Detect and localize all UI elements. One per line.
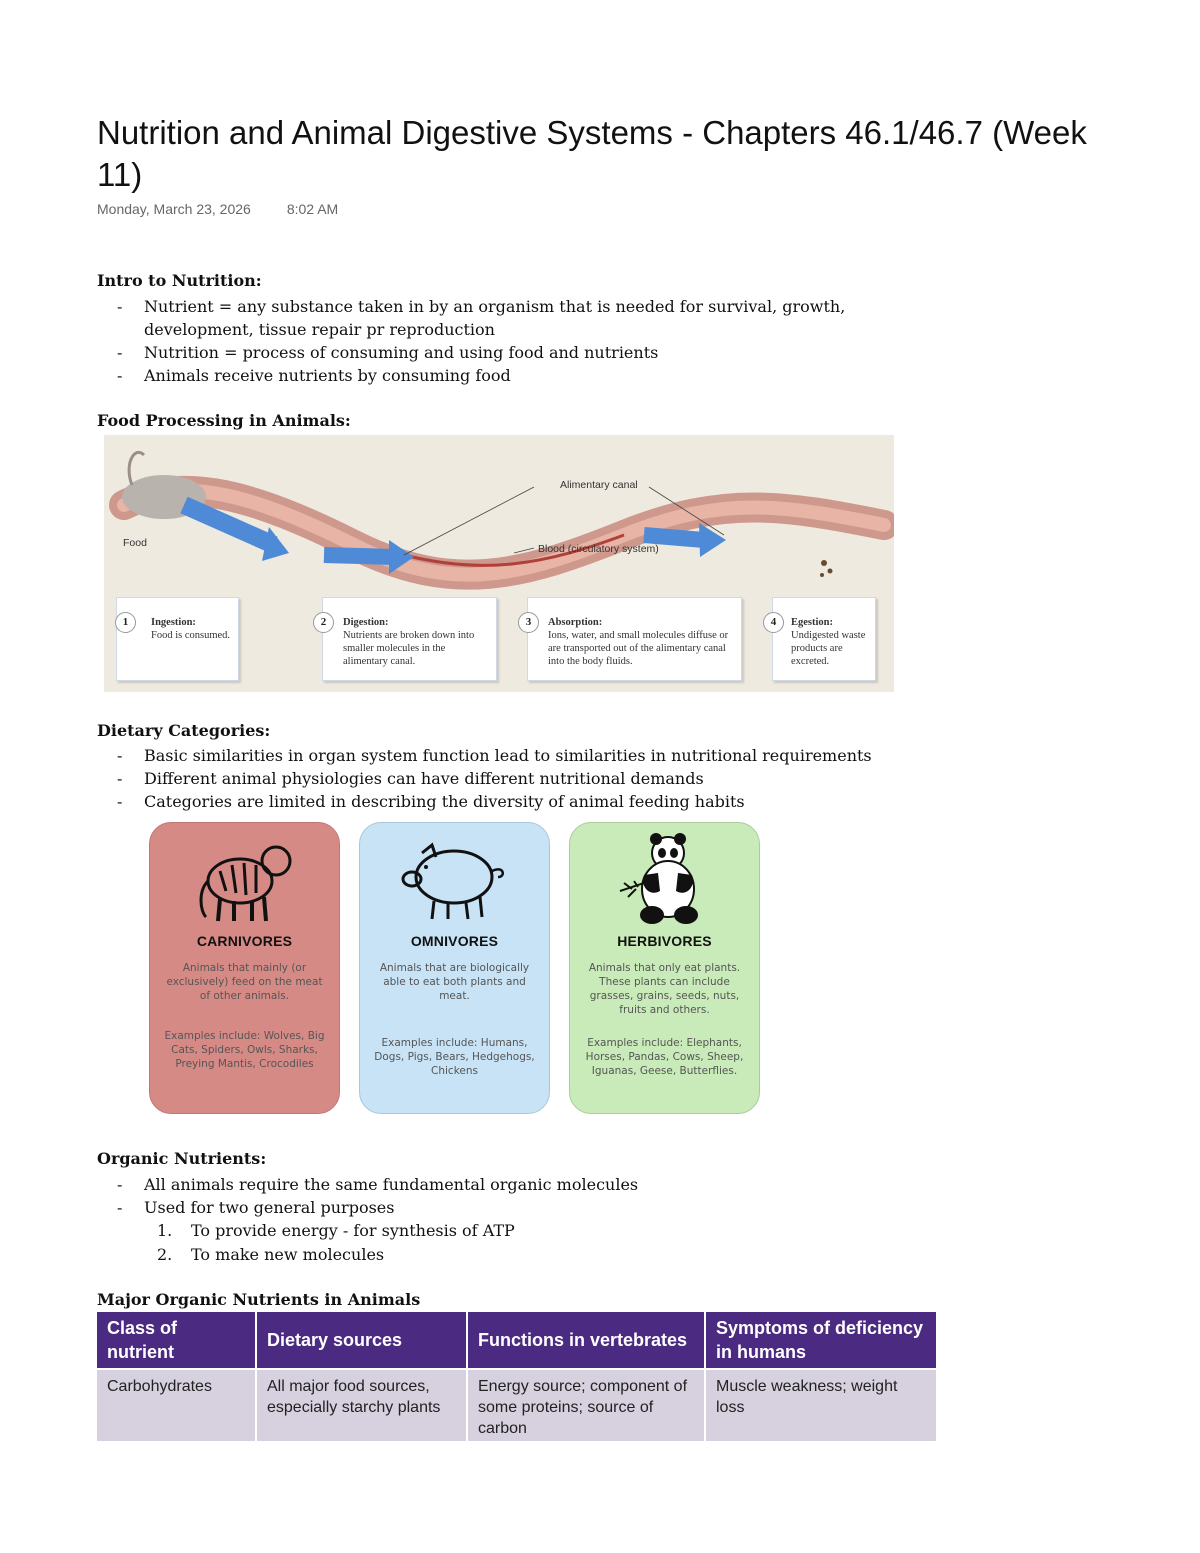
step-digestion xyxy=(322,597,497,681)
card-title: HERBIVORES xyxy=(617,933,712,949)
page-time: 8:02 AM xyxy=(286,201,339,217)
table-header-cell: Functions in vertebrates xyxy=(467,1312,705,1369)
intro-heading: Intro to Nutrition: xyxy=(97,271,262,290)
table-header-cell: Dietary sources xyxy=(256,1312,467,1369)
nutrients-table xyxy=(97,1312,936,1441)
card-examples: Examples include: Wolves, Big Cats, Spiders, Owls, Sharks, Preying Mantis, Crocodiles xyxy=(164,1030,325,1070)
card-examples: Examples include: Humans, Dogs, Pigs, Bears, Hedgehogs, Chickens xyxy=(374,1037,535,1077)
blood-label: Blood (circulatory system) xyxy=(538,543,659,555)
step-absorption xyxy=(527,597,742,681)
list-text: To make new molecules xyxy=(191,1245,385,1264)
table-header-row xyxy=(97,1312,936,1369)
step-title: Ingestion: xyxy=(151,617,196,628)
intro-list xyxy=(97,295,917,387)
digestion-diagram xyxy=(104,435,894,692)
organic-heading: Organic Nutrients: xyxy=(97,1149,267,1168)
omnivores-card xyxy=(359,822,550,1114)
page-datetime xyxy=(97,201,338,217)
herbivores-card xyxy=(569,822,760,1114)
card-description: Animals that only eat plants. These plants can include grasses, grains, seeds, nuts, fruits and others. xyxy=(588,962,741,1016)
step-egestion xyxy=(772,597,876,681)
step-description: Undigested waste products are excreted. xyxy=(791,630,866,667)
tiger-icon xyxy=(190,831,300,926)
step-number: 3 xyxy=(518,612,539,633)
step-description: Ions, water, and small molecules diffuse or are transported out of the alimentary canal into the body fluids. xyxy=(548,630,729,667)
list-number: 1. xyxy=(157,1221,173,1240)
list-item xyxy=(97,1243,917,1267)
table-row xyxy=(97,1369,936,1441)
organic-numbered-list xyxy=(97,1219,917,1267)
list-item: - Different animal physiologies can have different nutritional demands xyxy=(97,767,977,790)
table-header-cell: Class of nutrient xyxy=(97,1312,256,1369)
list-item: - Basic similarities in organ system function lead to similarities in nutritional requirements xyxy=(97,744,977,767)
table-cell: Muscle weakness; weight loss xyxy=(705,1369,936,1441)
organic-list xyxy=(97,1173,917,1219)
list-item: - All animals require the same fundamental organic molecules xyxy=(97,1173,917,1196)
card-examples: Examples include: Elephants, Horses, Pandas, Cows, Sheep, Iguanas, Geese, Butterflies. xyxy=(585,1037,744,1077)
card-title: OMNIVORES xyxy=(410,933,499,949)
dietary-heading: Dietary Categories: xyxy=(97,721,271,740)
carnivores-card xyxy=(149,822,340,1114)
list-item: - Used for two general purposes xyxy=(97,1196,917,1219)
step-description: Food is consumed. xyxy=(151,630,231,641)
major-nutrients-heading: Major Organic Nutrients in Animals xyxy=(97,1290,421,1309)
step-number: 2 xyxy=(313,612,334,633)
list-item xyxy=(97,1219,917,1243)
page-date: Monday, March 23, 2026 xyxy=(97,201,251,217)
table-cell: Energy source; component of some proteins; source of carbon xyxy=(467,1369,705,1441)
list-item: - Animals receive nutrients by consuming food xyxy=(97,364,917,387)
list-number: 2. xyxy=(157,1245,173,1264)
list-text: To provide energy - for synthesis of ATP xyxy=(191,1221,515,1240)
card-description: Animals that are biologically able to eat both plants and meat. xyxy=(379,962,530,1002)
card-description: Animals that mainly (or exclusively) feed on the meat of other animals. xyxy=(166,962,323,1002)
page-title: Nutrition and Animal Digestive Systems - Chapters 46.1/46.7 (Week 11) xyxy=(97,114,1087,193)
table-cell: Carbohydrates xyxy=(97,1369,256,1441)
step-description: Nutrients are broken down into smaller molecules in the alimentary canal. xyxy=(343,630,475,667)
alimentary-canal-label: Alimentary canal xyxy=(560,479,638,491)
step-ingestion xyxy=(116,597,239,681)
step-number: 1 xyxy=(115,612,136,633)
pig-icon xyxy=(392,831,512,926)
list-item: - Nutrition = process of consuming and using food and nutrients xyxy=(97,341,917,364)
food-label: Food xyxy=(123,537,147,549)
dietary-list xyxy=(97,744,977,813)
table-cell: All major food sources, especially starchy plants xyxy=(256,1369,467,1441)
step-title: Absorption: xyxy=(548,617,603,628)
food-processing-heading: Food Processing in Animals: xyxy=(97,411,351,430)
list-item: - Nutrient = any substance taken in by an organism that is needed for survival, growth, development, tissue repair pr reproduction xyxy=(97,295,917,341)
list-item: - Categories are limited in describing the diversity of animal feeding habits xyxy=(97,790,977,813)
card-title: CARNIVORES xyxy=(196,933,293,949)
step-number: 4 xyxy=(763,612,784,633)
table-header-cell: Symptoms of deficiency in humans xyxy=(705,1312,936,1369)
panda-icon xyxy=(610,831,720,926)
step-title: Egestion: xyxy=(791,617,833,628)
step-title: Digestion: xyxy=(343,617,389,628)
